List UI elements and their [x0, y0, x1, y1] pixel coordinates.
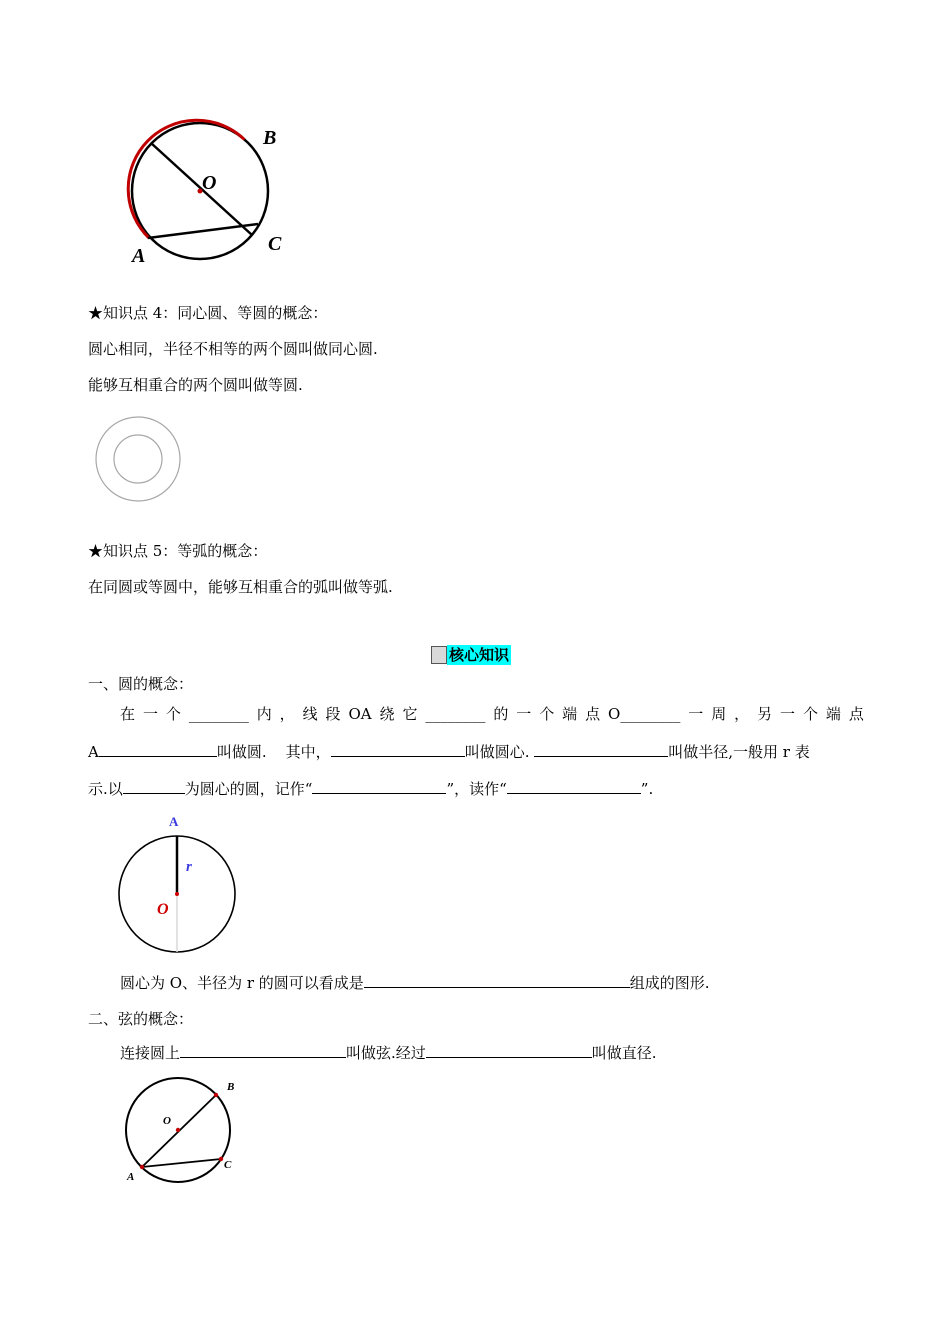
point-a — [140, 1165, 144, 1169]
label-c: C — [224, 1159, 232, 1171]
chord-line — [142, 1159, 221, 1167]
label-b: B — [227, 1081, 235, 1093]
point-c — [219, 1157, 223, 1161]
blank-radius[interactable] — [534, 742, 668, 757]
figure-concentric-circles — [92, 414, 186, 506]
kp4-title: ★知识点 4：同心圆、等圆的概念： — [88, 304, 328, 322]
label-r: r — [186, 859, 192, 875]
kp4-line1: 圆心相同，半径不相等的两个圆叫做同心圆. — [88, 340, 378, 358]
blank-diameter[interactable] — [426, 1043, 592, 1058]
kp5-title: ★知识点 5：等弧的概念： — [88, 542, 268, 560]
red-arc — [128, 120, 244, 238]
label-a: A — [132, 245, 146, 267]
label-c: C — [268, 233, 282, 255]
inner-circle — [114, 435, 162, 483]
label-o: O — [157, 901, 169, 918]
kp5-line1: 在同圆或等圆中，能够互相重合的弧叫做等弧. — [88, 578, 393, 596]
section1-title: 一、圆的概念： — [88, 675, 194, 693]
chord-line — [148, 224, 258, 238]
outer-circle — [96, 417, 180, 501]
blank-reading[interactable] — [507, 779, 641, 794]
blank-center[interactable] — [331, 742, 465, 757]
blank-points-set[interactable] — [364, 973, 630, 988]
section2-line: 连接圆上 叫做弦.经过 叫做直径. — [120, 1044, 657, 1062]
blank-center-point[interactable] — [123, 779, 185, 794]
section1-row3: 示.以 为圆心的圆，记作“ ”，读作“ ”. — [88, 780, 654, 798]
label-o: O — [202, 172, 217, 194]
label-o: O — [163, 1115, 171, 1127]
core-heading — [431, 645, 511, 665]
center-point — [176, 1128, 180, 1132]
blank-notation[interactable] — [312, 779, 446, 794]
label-a: A — [127, 1171, 135, 1183]
heading-grey-box — [431, 646, 447, 664]
section2-title: 二、弦的概念： — [88, 1010, 194, 1028]
figure-circle-radius — [112, 812, 242, 958]
point-b — [214, 1093, 218, 1097]
figure-circle-arc-chord — [120, 112, 300, 272]
center-point — [175, 892, 179, 896]
kp4-line2: 能够互相重合的两个圆叫做等圆. — [88, 376, 303, 394]
section1-after: 圆心为 O、半径为 r 的圆可以看成是 组成的图形. — [120, 974, 710, 992]
blank-a[interactable] — [99, 742, 217, 757]
label-b: B — [263, 127, 277, 149]
figure-chord-diameter — [120, 1074, 244, 1188]
label-a: A — [169, 814, 179, 829]
section1-row1: 在 一 个 ________ 内 ， 线 段 OA 绕 它 ________ 的 一 个 端 点 O________ 一 周 ， 另 一 个 端 点 — [120, 705, 864, 723]
blank-chord[interactable] — [180, 1043, 346, 1058]
section1-row2: A 叫做圆. 其中， 叫做圆心. 叫做半径,一般用 r 表 — [88, 743, 810, 761]
core-heading-label: 核心知识 — [449, 646, 510, 664]
